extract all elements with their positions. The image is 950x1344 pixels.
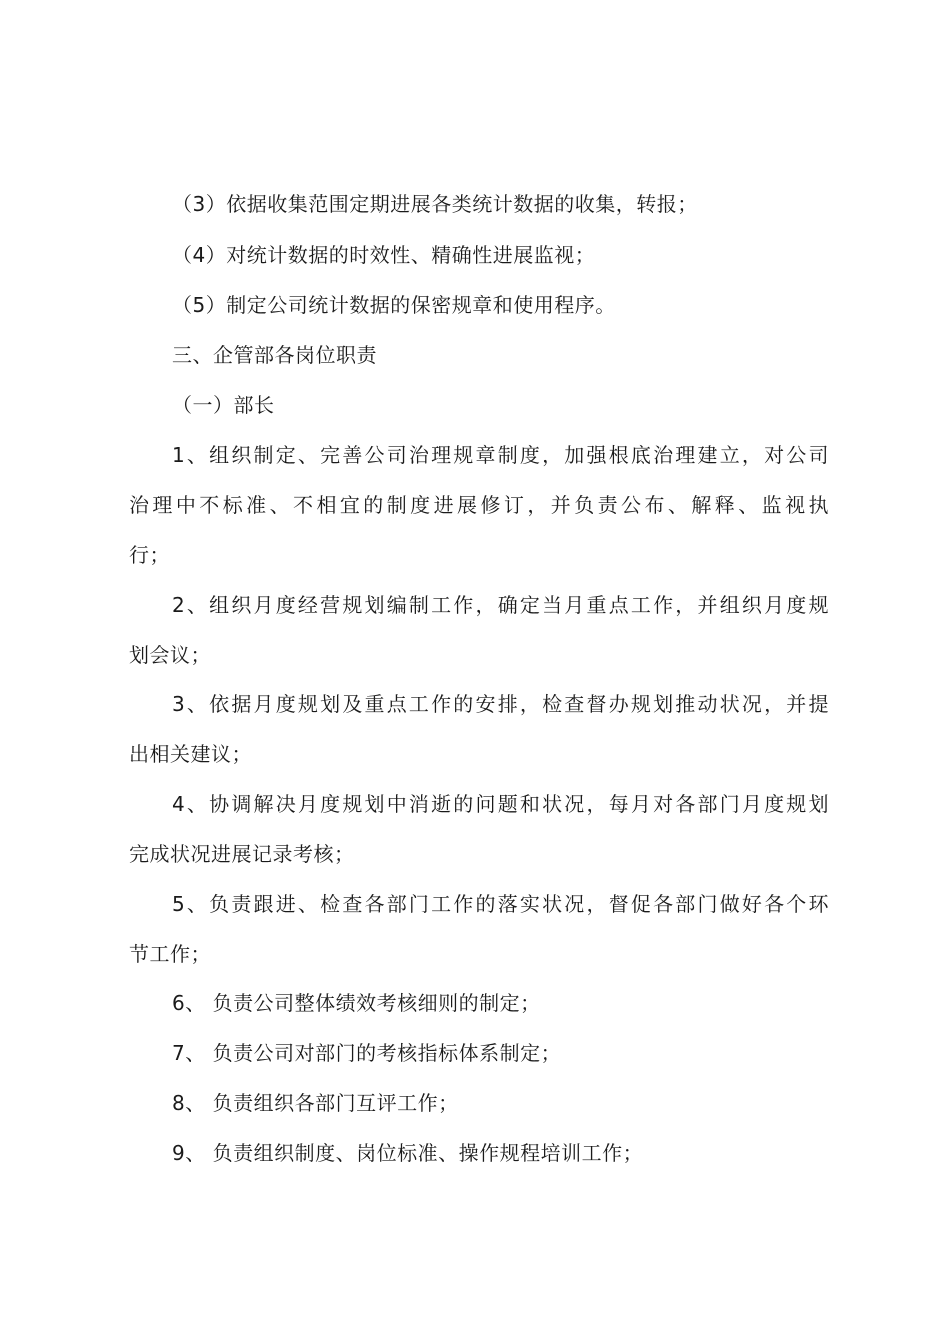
duty-9: 9、 负责组织制度、岗位标准、操作规程培训工作； <box>172 1141 644 1165</box>
duty-6: 6、 负责公司整体绩效考核细则的制定； <box>172 991 541 1015</box>
list-item-4: （4）对统计数据的时效性、精确性进展监视； <box>172 243 596 267</box>
list-item-3: （3）依据收集范围定期进展各类统计数据的收集，转报； <box>172 192 698 216</box>
subsection-title: （一）部长 <box>172 393 275 417</box>
duty-1-line-2: 治理中不标准、不相宜的制度进展修订，并负责公布、解释、监视执 <box>129 493 829 517</box>
duty-5-line-1: 5、负责跟进、检查各部门工作的落实状况，督促各部门做好各个环 <box>172 892 829 916</box>
duty-2-line-1: 2、组织月度经营规划编制工作，确定当月重点工作，并组织月度规 <box>172 593 829 617</box>
duty-3-line-1: 3、依据月度规划及重点工作的安排，检查督办规划推动状况，并提 <box>172 692 829 716</box>
duty-7: 7、 负责公司对部门的考核指标体系制定； <box>172 1041 562 1065</box>
section-title: 三、企管部各岗位职责 <box>172 343 377 367</box>
duty-1-line-1: 1、组织制定、完善公司治理规章制度，加强根底治理建立，对公司 <box>172 443 829 467</box>
duty-8: 8、 负责组织各部门互评工作； <box>172 1091 459 1115</box>
duty-5-line-2: 节工作； <box>129 942 211 966</box>
duty-1-line-3: 行； <box>129 543 170 567</box>
duty-2-line-2: 划会议； <box>129 643 211 667</box>
duty-4-line-2: 完成状况进展记录考核； <box>129 842 355 866</box>
duty-3-line-2: 出相关建议； <box>129 742 252 766</box>
duty-4-line-1: 4、协调解决月度规划中消逝的问题和状况，每月对各部门月度规划 <box>172 792 829 816</box>
list-item-5: （5）制定公司统计数据的保密规章和使用程序。 <box>172 293 616 317</box>
